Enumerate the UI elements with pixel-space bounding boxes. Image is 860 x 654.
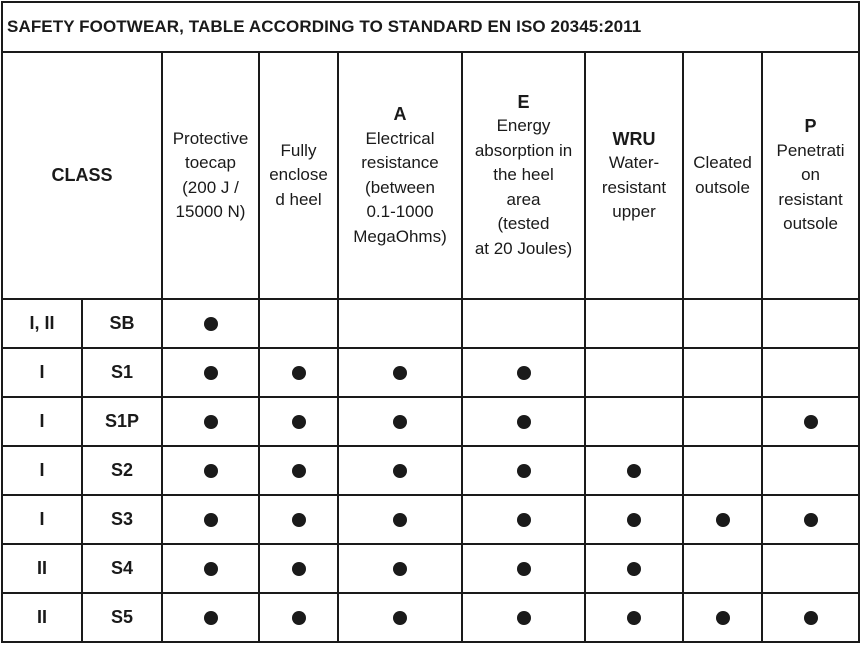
mark-cell <box>462 348 585 397</box>
bullet-dot-icon <box>517 611 531 625</box>
table-row <box>2 495 859 544</box>
bullet-dot-icon <box>292 415 306 429</box>
bullet-dot-icon <box>627 562 641 576</box>
bullet-dot-icon <box>804 415 818 429</box>
column-header <box>162 52 259 299</box>
table-row <box>2 397 859 446</box>
header-row <box>2 52 859 299</box>
column-header <box>338 52 462 299</box>
bullet-dot-icon <box>517 562 531 576</box>
mark-cell <box>585 544 683 593</box>
mark-cell <box>762 495 859 544</box>
mark-cell <box>162 299 259 348</box>
column-header <box>259 52 338 299</box>
column-description: Protective toecap (200 J / 15000 N) <box>172 128 249 221</box>
bullet-dot-icon <box>204 611 218 625</box>
mark-cell <box>585 495 683 544</box>
table-row <box>2 348 859 397</box>
bullet-dot-icon <box>204 415 218 429</box>
mark-cell <box>462 495 585 544</box>
bullet-dot-icon <box>292 464 306 478</box>
bullet-dot-icon <box>292 562 306 576</box>
table-row <box>2 593 859 642</box>
column-description: Energy absorption in the heel area (tested at 20 Joules) <box>474 116 573 258</box>
bullet-dot-icon <box>204 513 218 527</box>
mark-cell <box>259 544 338 593</box>
mark-cell <box>683 593 762 642</box>
column-description: Water- resistant upper <box>601 153 667 221</box>
mark-cell <box>683 495 762 544</box>
mark-cell <box>762 299 859 348</box>
bullet-dot-icon <box>393 611 407 625</box>
mark-cell <box>338 299 462 348</box>
table-body <box>2 299 859 642</box>
table-title: SAFETY FOOTWEAR, TABLE ACCORDING TO STANDARD EN ISO 20345:2011 <box>2 2 859 52</box>
mark-cell <box>683 299 762 348</box>
category-cell: S1 <box>82 348 162 397</box>
column-header <box>585 52 683 299</box>
mark-cell <box>162 348 259 397</box>
bullet-dot-icon <box>292 366 306 380</box>
class-cell: II <box>2 544 82 593</box>
class-cell: I <box>2 446 82 495</box>
mark-cell <box>338 348 462 397</box>
mark-cell <box>162 495 259 544</box>
mark-cell <box>338 397 462 446</box>
category-cell: SB <box>82 299 162 348</box>
table-row <box>2 299 859 348</box>
mark-cell <box>683 397 762 446</box>
mark-cell <box>762 348 859 397</box>
category-cell: S5 <box>82 593 162 642</box>
column-code: E <box>517 91 530 112</box>
mark-cell <box>462 593 585 642</box>
column-code: WRU <box>612 128 656 149</box>
mark-cell <box>162 593 259 642</box>
mark-cell <box>762 446 859 495</box>
bullet-dot-icon <box>204 366 218 380</box>
bullet-dot-icon <box>393 366 407 380</box>
mark-cell <box>462 446 585 495</box>
mark-cell <box>462 544 585 593</box>
column-code: A <box>393 104 407 124</box>
bullet-dot-icon <box>292 513 306 527</box>
column-code: P <box>804 116 817 137</box>
mark-cell <box>585 397 683 446</box>
mark-cell <box>585 299 683 348</box>
mark-cell <box>462 397 585 446</box>
column-description: Electrical resistance (between 0.1-1000 MegaOhms) <box>353 128 447 246</box>
table-row <box>2 544 859 593</box>
mark-cell <box>762 397 859 446</box>
mark-cell <box>338 593 462 642</box>
category-cell: S1P <box>82 397 162 446</box>
mark-cell <box>762 544 859 593</box>
class-cell: I <box>2 495 82 544</box>
mark-cell <box>585 446 683 495</box>
column-description: Fully enclose d heel <box>269 140 328 209</box>
mark-cell <box>259 299 338 348</box>
mark-cell <box>338 544 462 593</box>
table-row <box>2 446 859 495</box>
mark-cell <box>162 446 259 495</box>
mark-cell <box>585 593 683 642</box>
mark-cell <box>338 446 462 495</box>
mark-cell <box>683 348 762 397</box>
bullet-dot-icon <box>204 464 218 478</box>
mark-cell <box>338 495 462 544</box>
bullet-dot-icon <box>204 562 218 576</box>
bullet-dot-icon <box>627 611 641 625</box>
safety-footwear-table <box>1 1 860 643</box>
bullet-dot-icon <box>627 513 641 527</box>
mark-cell <box>762 593 859 642</box>
bullet-dot-icon <box>517 513 531 527</box>
bullet-dot-icon <box>716 513 730 527</box>
bullet-dot-icon <box>204 317 218 331</box>
category-cell: S2 <box>82 446 162 495</box>
bullet-dot-icon <box>393 415 407 429</box>
category-cell: S3 <box>82 495 162 544</box>
mark-cell <box>683 544 762 593</box>
class-cell: I, II <box>2 299 82 348</box>
column-description: Cleated outsole <box>693 153 752 197</box>
class-header: CLASS <box>2 52 162 299</box>
mark-cell <box>462 299 585 348</box>
bullet-dot-icon <box>804 611 818 625</box>
bullet-dot-icon <box>393 464 407 478</box>
bullet-dot-icon <box>292 611 306 625</box>
bullet-dot-icon <box>804 513 818 527</box>
bullet-dot-icon <box>627 464 641 478</box>
column-header <box>762 52 859 299</box>
mark-cell <box>259 446 338 495</box>
bullet-dot-icon <box>517 366 531 380</box>
mark-cell <box>259 495 338 544</box>
column-description: Penetrati on resistant outsole <box>776 140 845 234</box>
mark-cell <box>259 348 338 397</box>
mark-cell <box>259 397 338 446</box>
class-cell: II <box>2 593 82 642</box>
mark-cell <box>162 544 259 593</box>
mark-cell <box>259 593 338 642</box>
bullet-dot-icon <box>393 513 407 527</box>
bullet-dot-icon <box>716 611 730 625</box>
bullet-dot-icon <box>393 562 407 576</box>
class-cell: I <box>2 348 82 397</box>
bullet-dot-icon <box>517 464 531 478</box>
mark-cell <box>585 348 683 397</box>
mark-cell <box>162 397 259 446</box>
class-cell: I <box>2 397 82 446</box>
category-cell: S4 <box>82 544 162 593</box>
mark-cell <box>683 446 762 495</box>
column-header <box>462 52 585 299</box>
bullet-dot-icon <box>517 415 531 429</box>
column-header <box>683 52 762 299</box>
